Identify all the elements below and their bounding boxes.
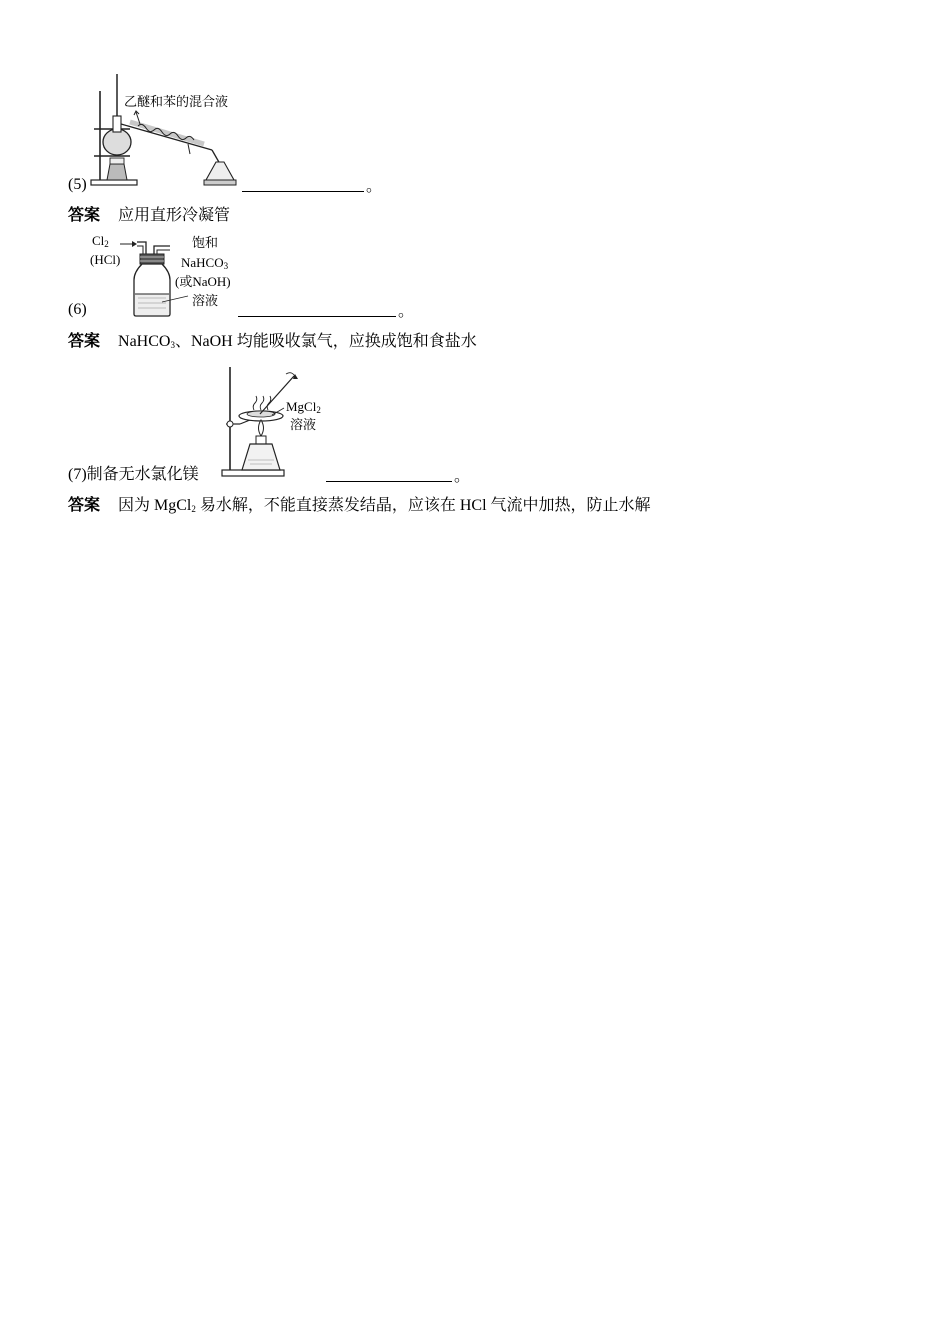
end-mark: 。 [454, 468, 471, 485]
question-number: (6) [68, 301, 87, 318]
answer-text-sub: 3 [170, 340, 175, 350]
end-mark: 。 [366, 178, 383, 195]
answer-text: 应用直形冷凝管 [118, 207, 231, 224]
figure-label-mixture: 乙醚和苯的混合液 [124, 94, 229, 109]
gas-impurity-label: (HCl) [90, 252, 121, 267]
question-text: (7)制备无水氯化镁 [68, 466, 199, 483]
question-6-line [68, 300, 87, 320]
answer-row [68, 332, 477, 355]
gas-label: $Cl_2$ [92, 233, 109, 249]
liquid-label-2: NaHCO$_3$ [181, 255, 229, 271]
liquid-label-3: (或NaOH) [175, 274, 231, 289]
question-number: (5) [68, 176, 87, 193]
distillation-apparatus-figure [88, 66, 248, 190]
answer-text-pre: NaHCO [118, 333, 171, 350]
answer-text-post: 易水解，不能直接蒸发结晶，应该在 HCl 气流中加热，防止水解 [195, 497, 651, 514]
answer-label: 答案 [68, 207, 101, 224]
answer-blank[interactable] [326, 465, 452, 482]
answer-row [68, 496, 651, 519]
figure-label-mgcl2: MgCl$_2$ [286, 399, 321, 415]
answer-text-sub: 2 [191, 504, 196, 514]
answer-text-pre: 因为 MgCl [118, 497, 192, 514]
answer-row [68, 206, 230, 226]
end-mark: 。 [398, 303, 415, 320]
liquid-label-4: 溶液 [192, 293, 219, 308]
figure-label-solution: 溶液 [290, 417, 317, 432]
answer-blank[interactable] [242, 175, 364, 192]
answer-label: 答案 [68, 497, 101, 514]
question-5-line [68, 175, 87, 195]
liquid-label-1: 饱和 [192, 235, 219, 250]
answer-blank[interactable] [238, 300, 396, 317]
answer-label: 答案 [68, 333, 101, 350]
answer-text-post: 、NaOH 均能吸收氯气，应换成饱和食盐水 [174, 333, 477, 350]
question-7-line [68, 465, 199, 485]
